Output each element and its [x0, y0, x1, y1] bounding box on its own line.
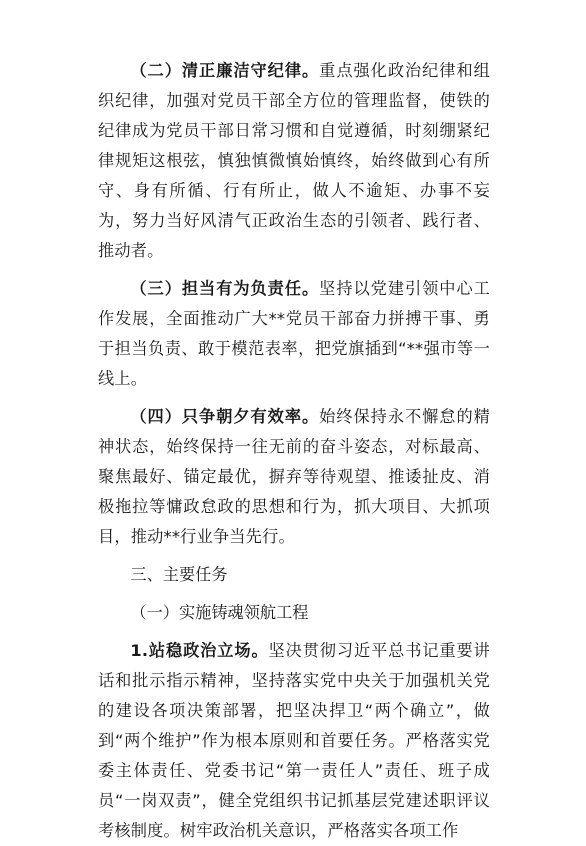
paragraph-gap [98, 590, 490, 598]
sub-heading: （一）实施铸魂领航工程 [130, 603, 309, 622]
paragraph-gap [98, 628, 490, 636]
section-heading: 三、主要任务 [130, 565, 228, 584]
paragraph-lead: （三）担当有为负责任。 [130, 279, 320, 298]
paragraph-gap [98, 266, 490, 274]
paragraph-lead: （二）清正廉洁守纪律。 [130, 61, 320, 80]
paragraph-lead: （四）只争朝夕有效率。 [130, 407, 320, 426]
paragraph-responsibility [98, 274, 490, 394]
paragraph-body: 坚持以党建引领中心工作发展，全面推动广大**党员干部奋力拼搏干事、勇于担当负责、敢于模范表率，把党旗插到“**强市等一线上。 [98, 279, 491, 388]
paragraph-gap [98, 552, 490, 560]
paragraph-lead: 1.站稳政治立场。 [130, 641, 269, 660]
paragraph-body: 坚决贯彻习近平总书记重要讲话和批示指示精神，坚持落实党中央关于加强机关党的建设各项决策部署，把坚决捍卫“两个确立”，做到“两个维护”作为根本原则和首要任务。严格落实党委主体责任、党委书记“第一责任人”责任、班子成员“一岗双责”，健全党组织书记抓基层党建述职评议考核制度。树牢政治机关意识，严格落实各项工作 [98, 641, 490, 840]
paragraph-discipline [98, 56, 490, 266]
paragraph-gap [98, 394, 490, 402]
paragraph-body: 始终保持永不懈怠的精神状态，始终保持一往无前的奋斗姿态，对标最高、聚焦最好、锚定最优，摒弃等待观望、推诿扯皮、消极拖拉等慵政怠政的思想和行为，抓大项目、大抓项目，推动**行业争当先行。 [98, 407, 491, 546]
paragraph-political-stance [98, 636, 490, 846]
paragraph-efficiency [98, 402, 490, 552]
paragraph-body: 重点强化政治纪律和组织纪律，加强对党员干部全方位的管理监督，使铁的纪律成为党员干部日常习惯和自觉遵循，时刻绷紧纪律规矩这根弦，慎独慎微慎始慎终，始终做到心有所守、身有所循、行有所止，做人不逾矩、办事不妄为，努力当好风清气正政治生态的引领者、践行者、推动者。 [98, 61, 491, 260]
